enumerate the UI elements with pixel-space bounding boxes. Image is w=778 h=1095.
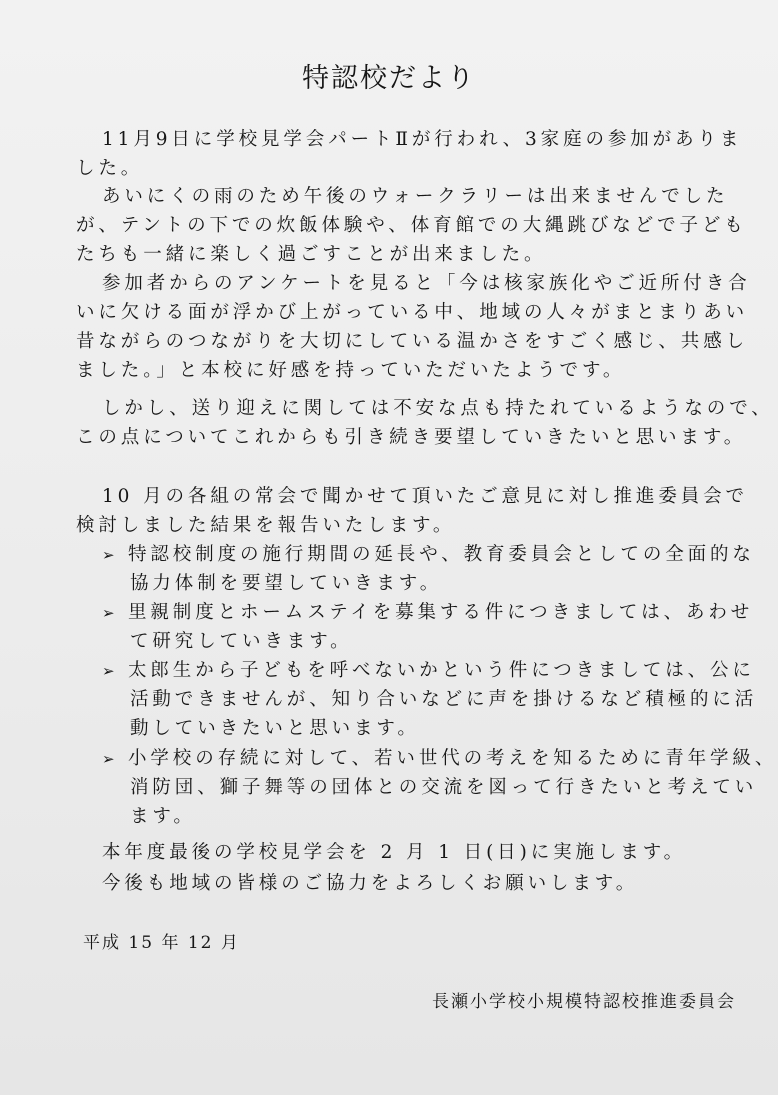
bullet-text: 小学校の存続に対して、若い世代の考えを知るために青年学級、: [128, 748, 778, 769]
organization-signature: 長瀬小学校小規模特認校推進委員会: [432, 992, 736, 1012]
para3-line3: 昔ながらのつながりを大切にしている温かさをすごく感じ、共感し: [76, 331, 749, 352]
para1-line2: した。: [76, 158, 144, 179]
bullet-text: 太郎生から子どもを呼べないかという件につきましては、公に: [128, 660, 755, 681]
para5-line2: 検討しました結果を報告いたします。: [76, 515, 456, 536]
bullet-text: 特認校制度の施行期間の延長や、教育委員会としての全面的な: [128, 544, 755, 565]
para2-line3: たちも一緒に楽しく過ごすことが出来ました。: [76, 244, 547, 265]
bullet-item-4-cont1: 消防団、獅子舞等の団体との交流を図って行きたいと考えてい: [130, 777, 758, 798]
arrow-bullet-icon: ➢: [102, 750, 115, 768]
para2-line1: あいにくの雨のため午後のウォークラリーは出来ませんでした: [102, 186, 729, 207]
para3-line2: いに欠ける面が浮かび上がっている中、地域の人々がまとまりあい: [76, 302, 749, 323]
closing-line1: 本年度最後の学校見学会を 2 月 1 日(日)に実施します。: [102, 842, 687, 863]
bullet-item-3-cont2: 動していきたいと思います。: [130, 718, 420, 739]
para5-line1: 10 月の各組の常会で聞かせて頂いたご意見に対し推進委員会で: [102, 486, 748, 507]
bullet-item-4-cont2: ます。: [130, 806, 196, 827]
bullet-item-2-cont: て研究していきます。: [130, 631, 353, 652]
bullet-item-3: [102, 656, 755, 682]
para2-line2: が、テントの下での炊飯体験や、体育館での大縄跳びなどで子ども: [76, 215, 747, 236]
para4-line1: しかし、送り迎えに関しては不安な点も持たれているようなので、: [102, 398, 774, 419]
bullet-item-2: [102, 598, 753, 624]
arrow-bullet-icon: ➢: [102, 662, 115, 680]
bullet-item-1: [102, 540, 755, 566]
para4-line2: この点についてこれからも引き続き要望していきたいと思います。: [76, 427, 747, 448]
bullet-item-4: [102, 744, 777, 770]
closing-line2: 今後も地域の皆様のご協力をよろしくお願いします。: [102, 873, 639, 894]
para3-line4: ました。」と本校に好感を持っていただいたようです。: [76, 360, 626, 381]
page-title: 特認校だより: [302, 63, 476, 94]
para1-line1: 11月9日に学校見学会パートⅡが行われ、3家庭の参加がありま: [102, 129, 743, 150]
bullet-text: 里親制度とホームステイを募集する件につきましては、あわせ: [128, 602, 754, 623]
bullet-item-1-cont: 協力体制を要望していきます。: [130, 573, 443, 594]
para3-line1: 参加者からのアンケートを見ると「今は核家族化やご近所付き合: [102, 273, 751, 294]
bullet-item-3-cont1: 活動できませんが、知り合いなどに声を掛けるなど積極的に活: [130, 689, 758, 710]
arrow-bullet-icon: ➢: [102, 604, 115, 622]
issue-date: 平成 15 年 12 月: [83, 933, 240, 953]
arrow-bullet-icon: ➢: [102, 546, 115, 564]
